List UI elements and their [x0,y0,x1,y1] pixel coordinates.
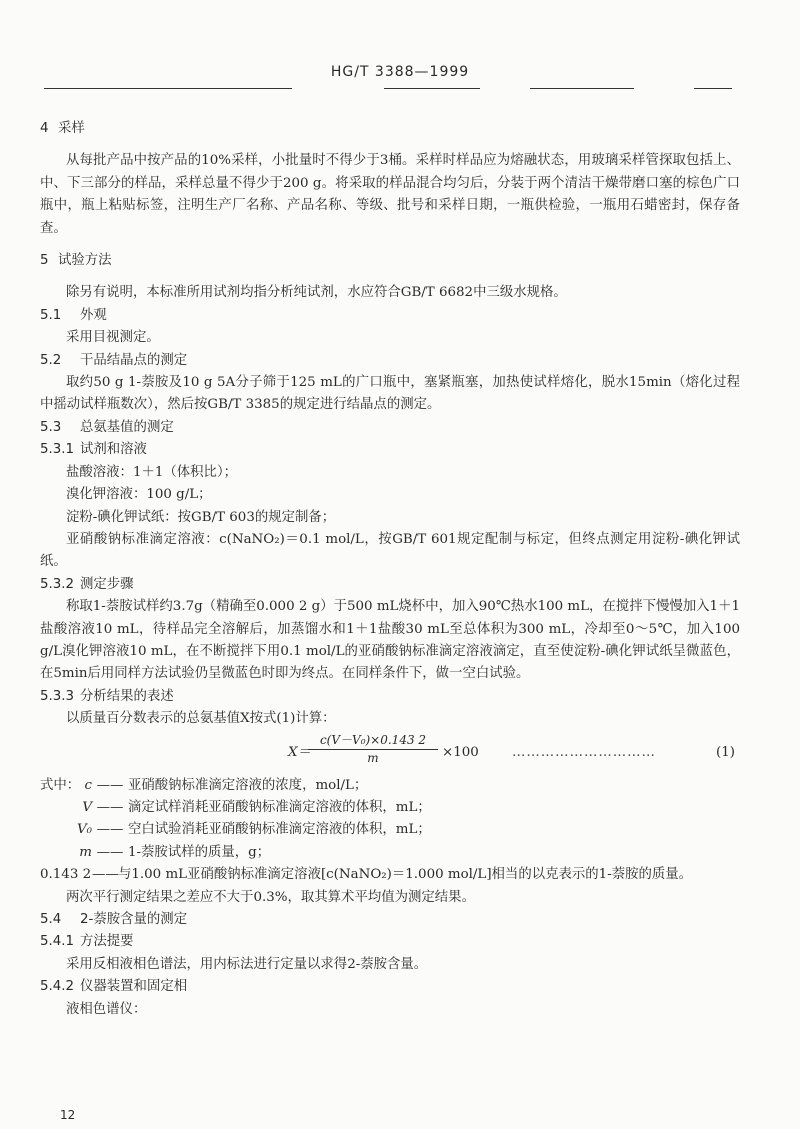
definition-symbol: 0.143 2 [40,867,92,883]
document-body [40,118,740,1021]
page-number: 12 [60,1108,76,1122]
reagent-item: 淀粉-碘化钾试纸：按GB/T 603的规定制备； [66,509,336,525]
formula-fraction [308,731,438,766]
section-5-4-1-heading: 5.4.1 方法提要 [40,934,134,950]
definition-row: V₀ —— 空白试验消耗亚硝酸钠标准滴定溶液的体积，mL； [40,819,740,841]
definition-text: 空白试验消耗亚硝酸钠标准滴定溶液的体积，mL； [128,822,431,838]
definition-row: V —— 滴定试样消耗亚硝酸钠标准滴定溶液的体积，mL； [40,797,740,819]
section-5-3-3-heading: 5.3.3 分析结果的表述 [40,688,174,704]
definition-text: 与1.00 mL亚硝酸钠标准滴定溶液[c(NaNO₂)＝1.000 mol/L]相当的以克表示的1-萘胺的质量。 [118,867,693,883]
header-rule [530,88,634,89]
section-5-4-2-heading: 5.4.2 仪器装置和固定相 [40,979,188,995]
definition-symbol: V₀ [76,822,92,838]
formula-1 [40,731,740,775]
section-5-2-heading: 5.2 干品结晶点的测定 [40,352,188,368]
definition-row: 0.143 2 —— 与1.00 mL亚硝酸钠标准滴定溶液[c(NaNO₂)＝1.000 mol/L]相当的以克表示的1-萘胺的质量。 [40,864,740,886]
section-5-text: 除另有说明，本标准所用试剂均指分析纯试剂，水应符合GB/T 6682中三级水规格。 [66,285,567,301]
section-5-heading: 5 试验方法 [40,253,112,269]
formula-number: (1) [716,744,735,760]
section-5-4-heading: 5.4 2-萘胺含量的测定 [40,912,188,927]
section-4-text: 从每批产品中按产品的10%采样，小批量时不得少于3桶。采样时样品应为熔融状态，用玻璃采样管探取包括上、中、下三部分的样品，采样总量不得少于200 g。将采取的样品混合均匀后，分装于两个清洁干燥带磨口塞的棕色广口瓶中，瓶上粘贴标签，注明生产厂名称、产品名称、等级、批号和采样日期，一瓶供检验，一瓶用石蜡密封，保存备查。 [40,153,740,236]
formula-leader-dots: ………………………… [512,744,656,760]
definition-symbol: V [82,799,92,815]
section-5-3-2-heading: 5.3.2 测定步骤 [40,576,134,592]
section-5-2-text: 取约50 g 1-萘胺及10 g 5A分子筛于125 mL的广口瓶中，塞紧瓶塞，加热使试样熔化，脱水15min（熔化过程中摇动试样瓶数次），然后按GB/T 3385的规定进行结晶点的测定。 [40,375,740,413]
reagent-item: 亚硝酸钠标准滴定溶液：c(NaNO₂)＝0.1 mol/L，按GB/T 601规定配制与标定，但终点测定用淀粉-碘化钾试纸。 [40,531,740,570]
reagent-item: 溴化钾溶液：100 g/L； [66,487,212,503]
section-5-1-heading: 5.1 外观 [40,307,107,323]
section-5-3-heading: 5.3 总氨基值的测定 [40,419,174,435]
reagent-item: 盐酸溶液：1＋1（体积比）； [66,464,238,480]
formula-numerator: c(V－V₀)×0.143 2 [308,731,438,750]
definition-text: 1-萘胺试样的质量，g； [128,844,271,860]
header-rule [44,88,292,89]
definition-symbol: m [79,844,92,860]
section-5-4-1-text: 采用反相液相色谱法，用内标法进行定量以求得2-萘胺含量。 [66,956,428,972]
where-label: 式中： [40,777,81,793]
header-rule [384,88,480,89]
definition-text: 滴定试样消耗亚硝酸钠标准滴定溶液的体积，mL； [128,799,431,815]
symbol-definitions [40,775,740,887]
definition-row: 式中： c —— 亚硝酸钠标准滴定溶液的浓度，mol/L； [40,775,740,797]
section-4-heading: 4 采样 [40,121,85,136]
definition-symbol: c [84,777,92,793]
formula-lhs: X＝ [288,744,311,760]
section-5-4-2-text: 液相色谱仪： [66,1001,147,1017]
section-5-3-3-text: 以质量百分数表示的总氨基值X按式(1)计算： [66,711,336,727]
section-5-3-2-text: 称取1-萘胺试样约3.7g（精确至0.000 2 g）于500 mL烧杯中，加入90℃热水100 mL，在搅拌下慢慢加入1＋1盐酸溶液10 mL，待样品完全溶解后，加蒸馏水和1＋1盐酸30 mL至总体积为300 mL，冷却至0～5℃，加入100 g/L溴化钾溶液10 mL，在不断搅拌下用0.1 mol/L的亚硝酸钠标准滴定溶液滴定，直至使淀粉-碘化钾试纸呈微蓝色，在5min后用同样方法试验仍呈微蓝色时即为终点。在同样条件下，做一空白试验。 [40,599,740,682]
standard-header: HG/T 3388—1999 [330,64,470,80]
formula-tail: ×100 [442,744,479,760]
formula-denominator: m [367,750,379,765]
section-5-3-1-heading: 5.3.1 试剂和溶液 [40,442,147,458]
section-5-1-text: 采用目视测定。 [66,330,160,346]
definition-text: 亚硝酸钠标准滴定溶液的浓度，mol/L； [128,777,368,793]
header-rule [694,88,732,89]
definition-row: m —— 1-萘胺试样的质量，g； [40,842,740,864]
section-5-3-3-tail: 两次平行测定结果之差应不大于0.3%，取其算术平均值为测定结果。 [66,889,475,905]
